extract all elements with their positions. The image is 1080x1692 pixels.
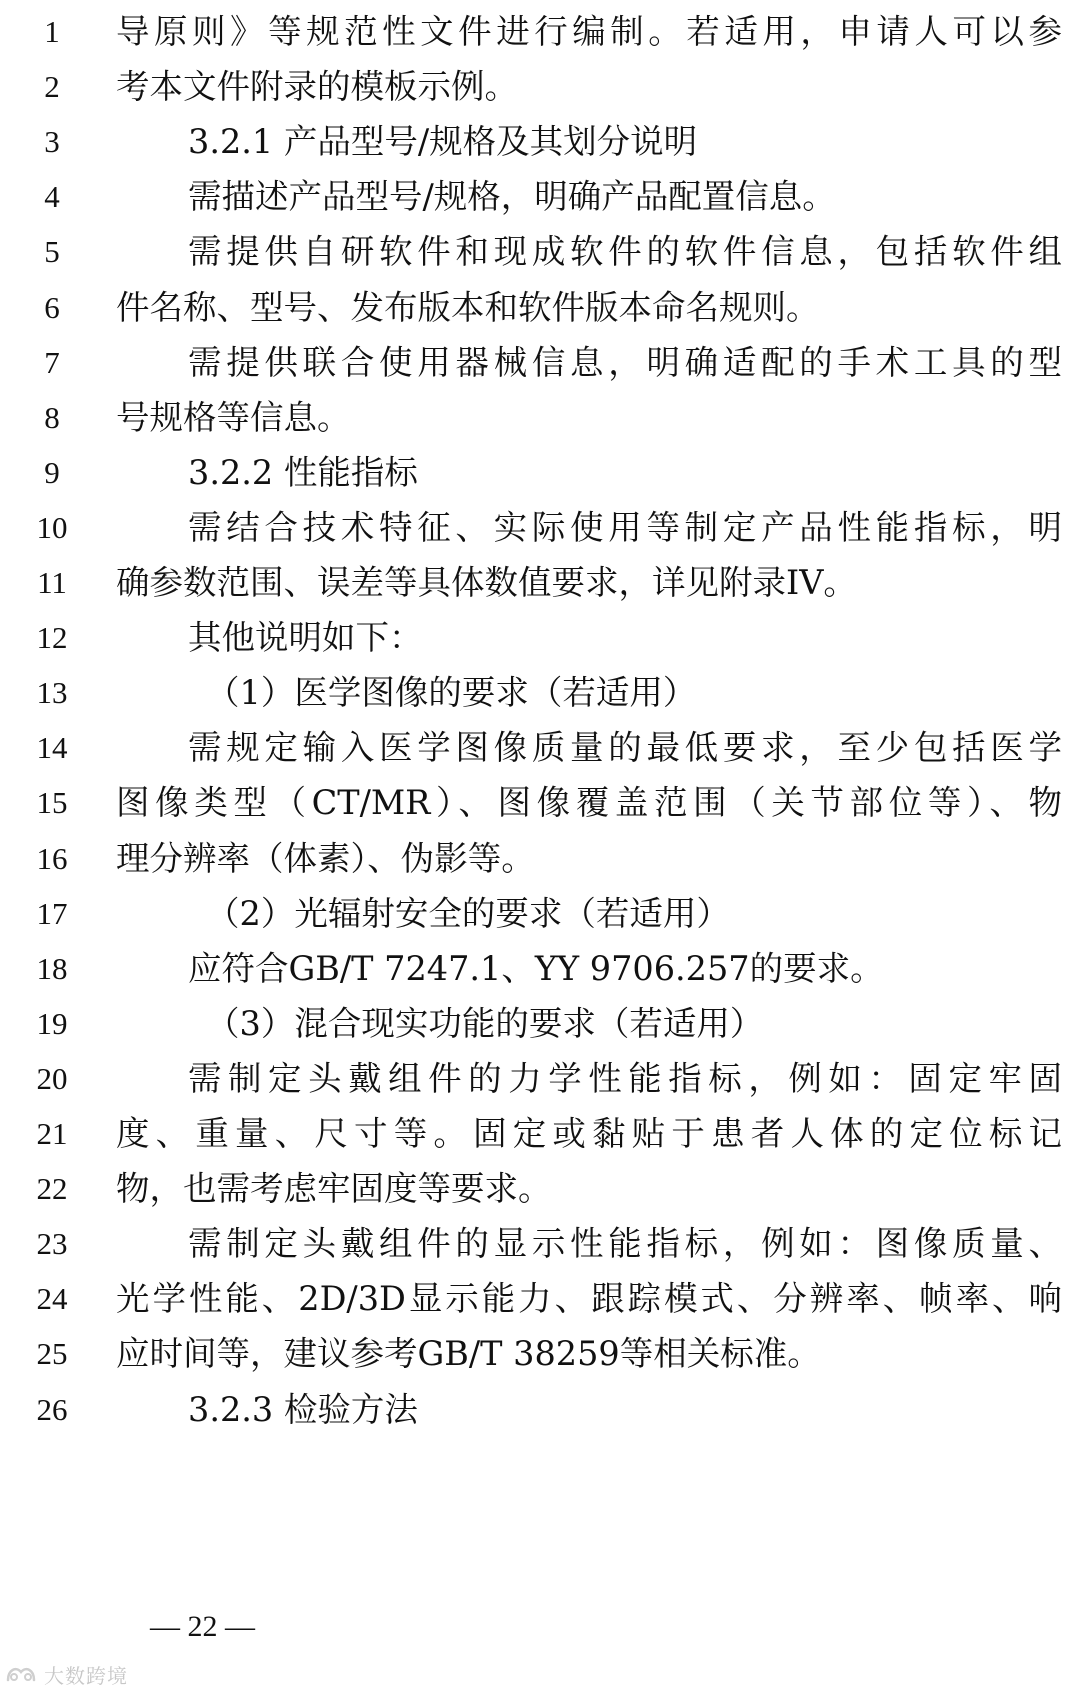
line-text: 光学性能、2D/3D显示能力、跟踪模式、分辨率、帧率、响 (116, 1279, 1062, 1319)
line-text: 应符合GB/T 7247.1、YY 9706.257的要求。 (188, 948, 884, 988)
line-text: 图像类型（CT/MR）、图像覆盖范围（关节部位等）、物 (116, 783, 1062, 823)
line-number: 8 (44, 399, 60, 435)
line-text: 件名称、型号、发布版本和软件版本命名规则。 (116, 287, 820, 327)
text-line (0, 57, 1080, 117)
line-number: 25 (36, 1336, 68, 1372)
line-number: 24 (36, 1281, 68, 1317)
line-number: 21 (36, 1116, 68, 1151)
line-text: 考本文件附录的模板示例。 (116, 67, 518, 107)
watermark-text: 大数跨境 (44, 1663, 128, 1688)
line-text: 需提供联合使用器械信息，明确适配的手术工具的型 (188, 342, 1062, 382)
line-number: 6 (44, 289, 60, 325)
text-line (0, 388, 1080, 448)
text-line (0, 222, 1080, 282)
text-line (0, 278, 1080, 338)
line-text: 3.2.2 性能指标 (188, 452, 418, 492)
line-text: 确参数范围、误差等具体数值要求，详见附录IV。 (116, 563, 857, 602)
text-line (0, 773, 1080, 833)
text-line (0, 1269, 1080, 1329)
brand-logo-icon (4, 1662, 38, 1686)
line-text: （3）混合现实功能的要求（若适用） (206, 1003, 764, 1043)
line-text: 理分辨率（体素）、伪影等。 (116, 838, 535, 878)
line-number: 18 (36, 950, 68, 986)
watermark (4, 1660, 128, 1688)
line-text: 应时间等，建议参考GB/T 38259等相关标准。 (116, 1334, 821, 1374)
line-number: 10 (36, 509, 68, 545)
line-number: 7 (44, 344, 60, 380)
line-number: 17 (36, 895, 68, 931)
line-number: 1 (44, 14, 60, 49)
text-line (0, 443, 1080, 503)
text-line (0, 112, 1080, 172)
text-line (0, 718, 1080, 778)
line-text: 3.2.1 产品型号/规格及其划分说明 (188, 122, 698, 162)
line-text: 需提供自研软件和现成软件的软件信息，包括软件组 (188, 232, 1062, 272)
line-number: 20 (36, 1060, 68, 1096)
text-line (0, 994, 1080, 1054)
text-line (0, 333, 1080, 393)
line-text: 导原则》等规范性文件进行编制。若适用，申请人可以参 (116, 12, 1062, 51)
line-text: 其他说明如下： (188, 618, 423, 658)
line-text: （1）医学图像的要求（若适用） (206, 673, 697, 713)
line-number: 19 (36, 1005, 68, 1041)
text-line (0, 1049, 1080, 1109)
line-text: 需描述产品型号/规格，明确产品配置信息。 (188, 177, 836, 217)
line-number: 22 (36, 1171, 68, 1207)
page-number: — 22 — (150, 1610, 255, 1643)
text-line (0, 1159, 1080, 1219)
line-number: 14 (36, 730, 68, 766)
text-line (0, 2, 1080, 62)
line-text: 需制定头戴组件的显示性能指标，例如：图像质量、 (188, 1224, 1062, 1264)
text-line (0, 884, 1080, 944)
text-line (0, 829, 1080, 889)
text-line (0, 663, 1080, 723)
line-text: 号规格等信息。 (116, 397, 351, 437)
line-number: 23 (36, 1226, 68, 1262)
line-text: 3.2.3 检验方法 (188, 1389, 418, 1429)
line-text: 需结合技术特征、实际使用等制定产品性能指标，明 (188, 507, 1062, 547)
line-number: 13 (36, 675, 68, 711)
text-line (0, 167, 1080, 227)
line-text: 物，也需考虑牢固度等要求。 (116, 1169, 552, 1209)
line-number: 9 (44, 454, 60, 490)
text-line (0, 939, 1080, 999)
line-text: （2）光辐射安全的要求（若适用） (206, 893, 730, 933)
line-number: 26 (36, 1391, 68, 1427)
line-number: 16 (36, 840, 68, 876)
text-line (0, 1104, 1080, 1164)
line-number: 3 (44, 124, 60, 160)
text-line (0, 608, 1080, 668)
line-text: 需规定输入医学图像质量的最低要求，至少包括医学 (188, 728, 1062, 768)
line-number: 11 (37, 565, 67, 600)
line-text: 需制定头戴组件的力学性能指标，例如：固定牢固 (188, 1058, 1062, 1098)
text-line (0, 553, 1080, 613)
line-text: 度、重量、尺寸等。固定或黏贴于患者人体的定位标记 (116, 1114, 1062, 1153)
line-number: 4 (44, 179, 60, 215)
text-line (0, 498, 1080, 558)
line-number: 12 (36, 620, 68, 656)
text-line (0, 1380, 1080, 1440)
line-number: 5 (44, 234, 60, 270)
line-number: 15 (36, 785, 68, 821)
text-line (0, 1214, 1080, 1274)
text-line (0, 1324, 1080, 1384)
line-number: 2 (44, 69, 60, 105)
